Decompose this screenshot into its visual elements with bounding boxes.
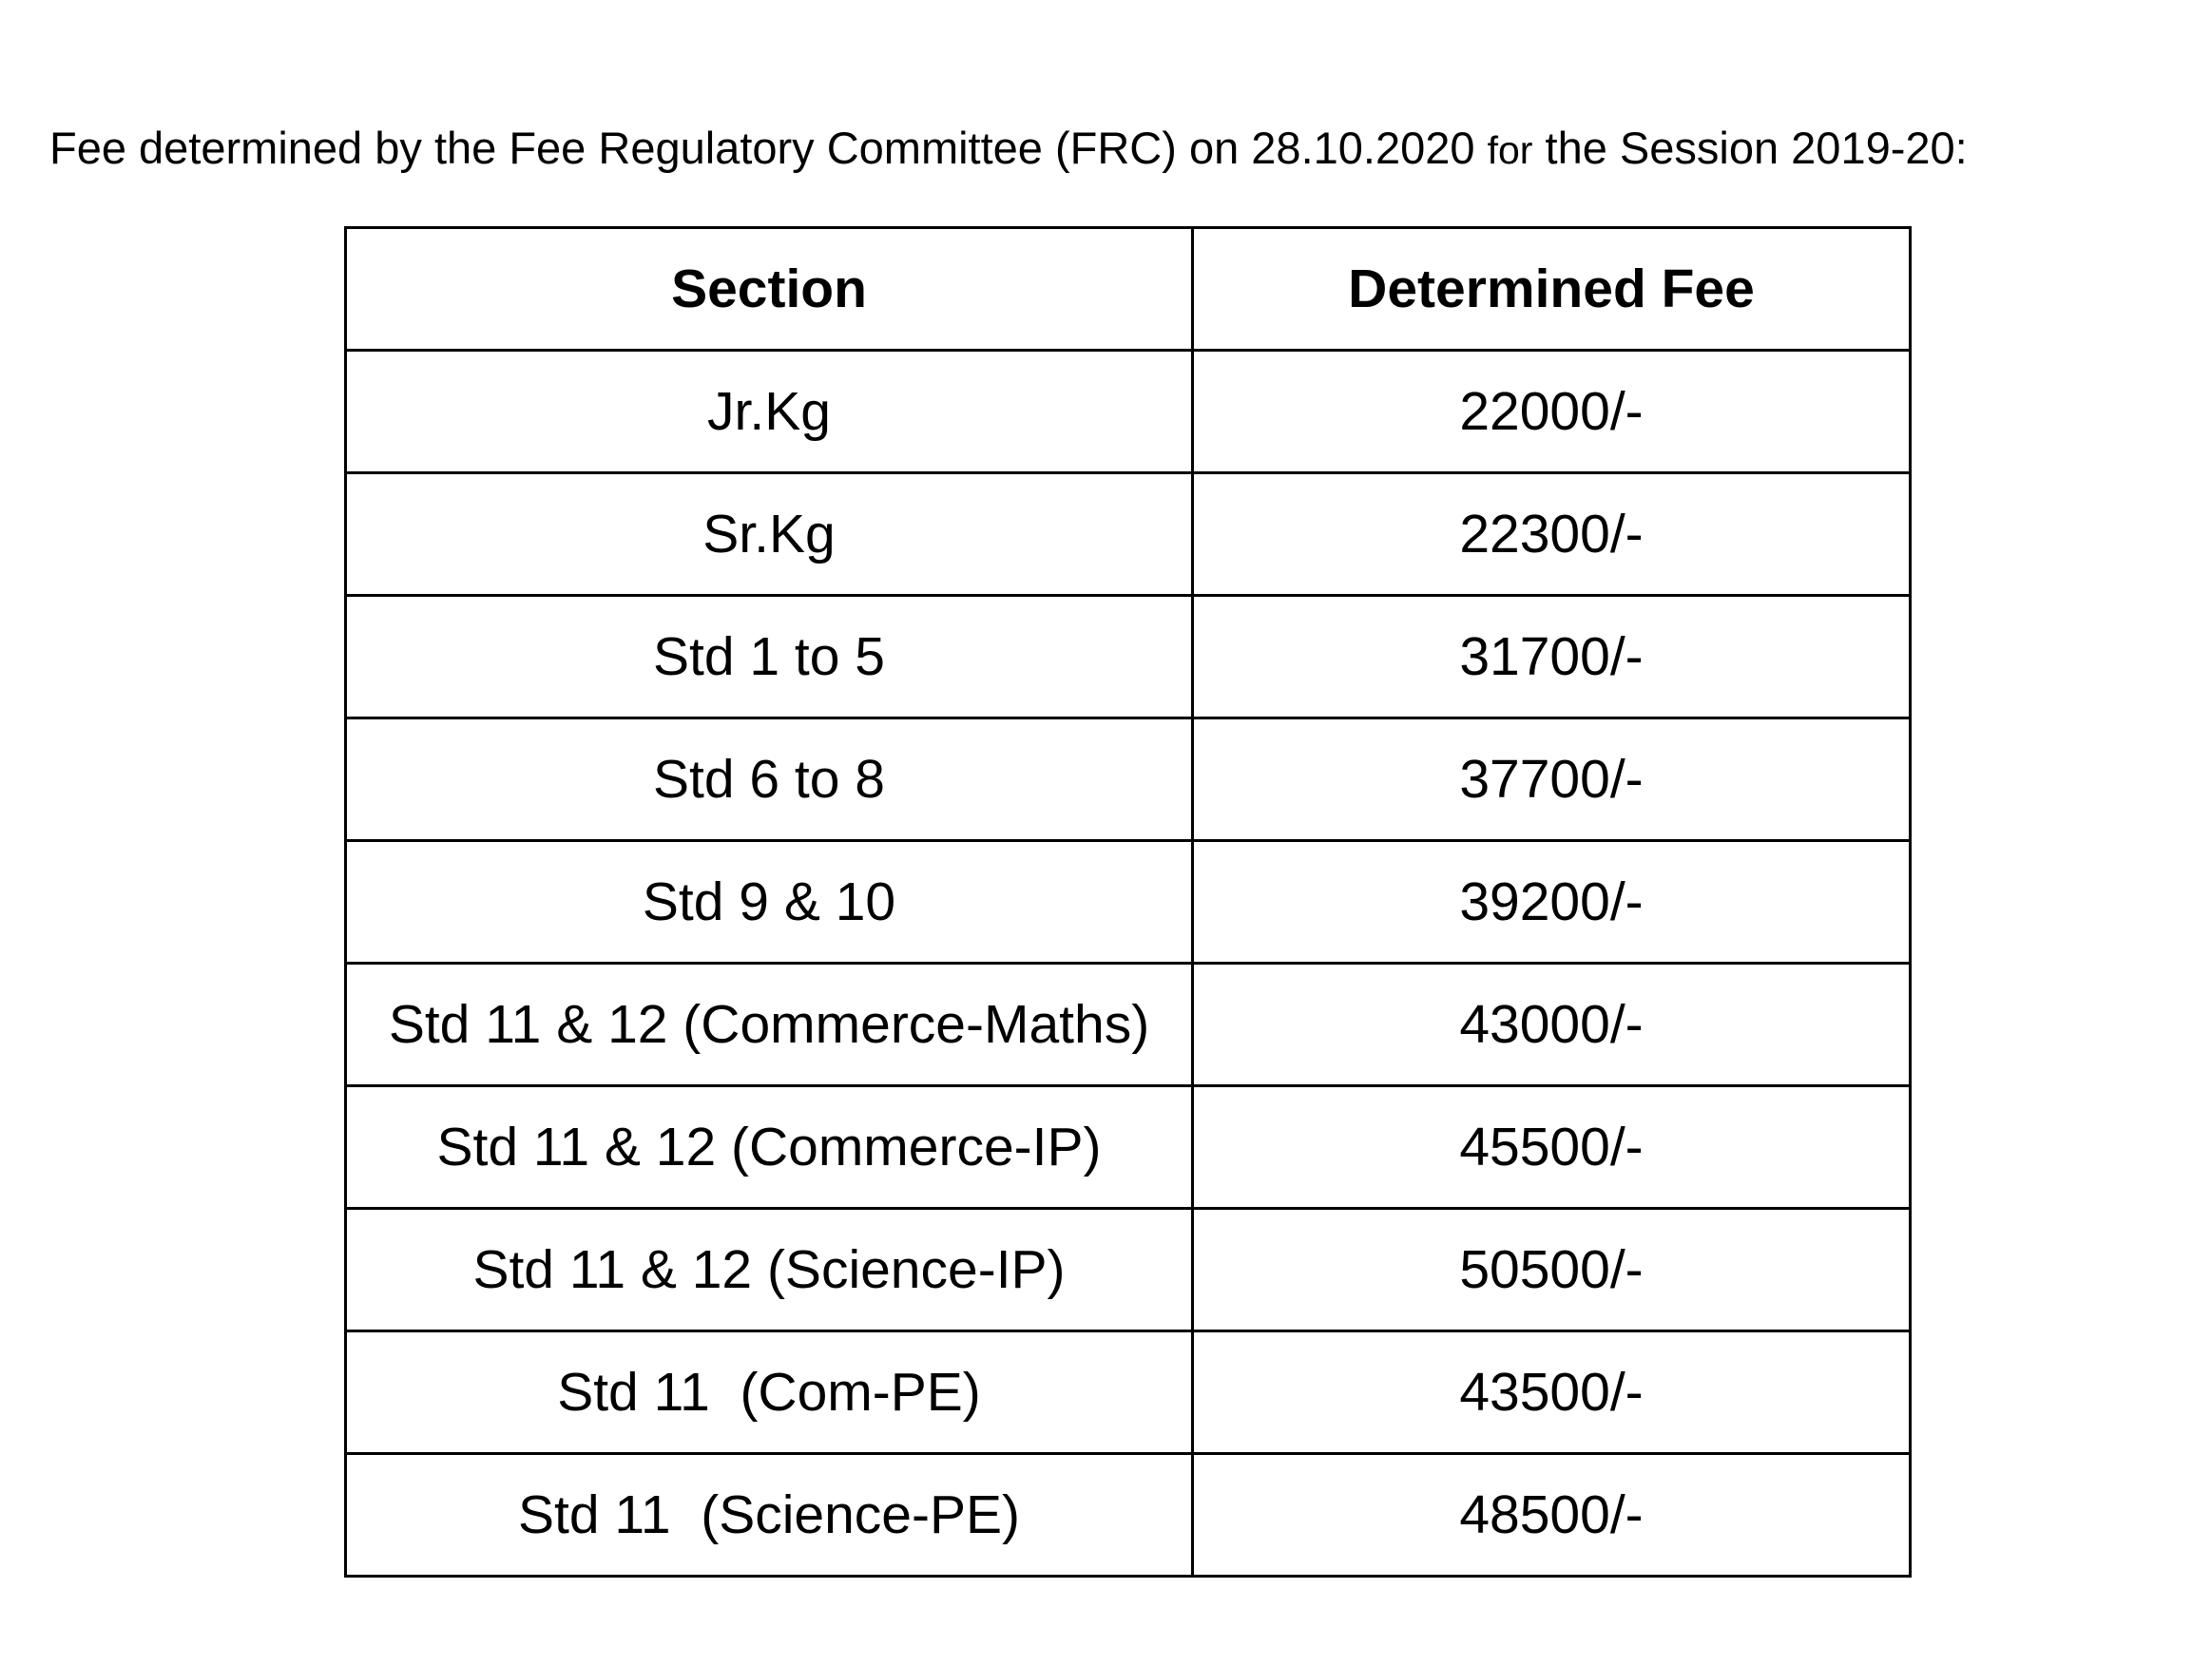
table-row — [346, 1331, 1911, 1454]
fee-cell: 43500/- — [1193, 1331, 1911, 1454]
table-row — [346, 964, 1911, 1086]
section-cell: Std 1 to 5 — [346, 596, 1193, 718]
fee-table — [344, 226, 1912, 1578]
section-cell: Std 11 & 12 (Commerce-Maths) — [346, 964, 1193, 1086]
section-cell: Std 11 & 12 (Science-IP) — [346, 1209, 1193, 1331]
fee-cell: 45500/- — [1193, 1086, 1911, 1209]
heading-text-session: the Session 2019-20: — [1532, 123, 1968, 173]
table-row — [346, 1086, 1911, 1209]
table-row — [346, 473, 1911, 596]
fee-cell: 31700/- — [1193, 596, 1911, 718]
page-heading — [49, 120, 1968, 179]
table-header-row — [346, 228, 1911, 351]
column-header-section: Section — [346, 228, 1193, 351]
table-row — [346, 1454, 1911, 1577]
section-cell: Std 11 & 12 (Commerce-IP) — [346, 1086, 1193, 1209]
table-row — [346, 841, 1911, 964]
fee-cell: 37700/- — [1193, 718, 1911, 841]
section-cell: Sr.Kg — [346, 473, 1193, 596]
section-cell: Std 11 (Com-PE) — [346, 1331, 1193, 1454]
table-row — [346, 1209, 1911, 1331]
table-row — [346, 596, 1911, 718]
column-header-determined-fee: Determined Fee — [1193, 228, 1911, 351]
heading-text-for: for — [1487, 128, 1533, 172]
fee-cell: 43000/- — [1193, 964, 1911, 1086]
section-cell: Std 6 to 8 — [346, 718, 1193, 841]
section-cell: Std 9 & 10 — [346, 841, 1193, 964]
heading-text-main: Fee determined by the Fee Regulatory Committee (FRC) on 28.10.2020 — [49, 123, 1488, 173]
table-row — [346, 718, 1911, 841]
fee-cell: 22000/- — [1193, 351, 1911, 473]
fee-cell: 39200/- — [1193, 841, 1911, 964]
fee-cell: 22300/- — [1193, 473, 1911, 596]
fee-cell: 50500/- — [1193, 1209, 1911, 1331]
section-cell: Jr.Kg — [346, 351, 1193, 473]
table-row — [346, 351, 1911, 473]
section-cell: Std 11 (Science-PE) — [346, 1454, 1193, 1577]
fee-cell: 48500/- — [1193, 1454, 1911, 1577]
